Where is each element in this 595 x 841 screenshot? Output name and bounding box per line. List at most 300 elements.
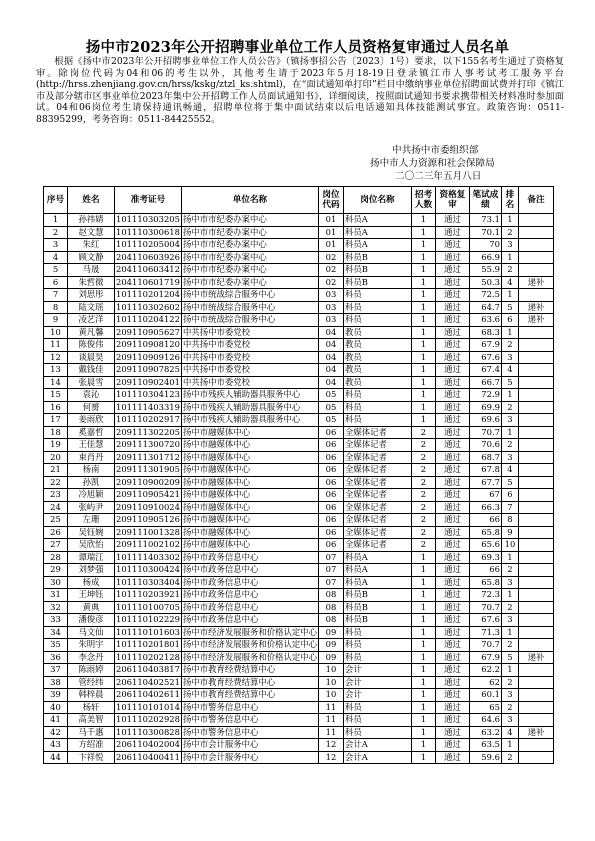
cell-score: 69.6 xyxy=(469,414,501,427)
cell-rank: 2 xyxy=(501,264,518,277)
cell-post-name: 全媒体记者 xyxy=(343,501,411,514)
cell-post-code: 01 xyxy=(318,239,343,252)
cell-quota: 1 xyxy=(411,739,435,752)
cell-index: 10 xyxy=(44,326,68,339)
cell-unit: 中共扬中市委党校 xyxy=(181,351,318,364)
cell-rank: 5 xyxy=(501,476,518,489)
table-row xyxy=(44,576,554,589)
cell-post-code: 07 xyxy=(318,576,343,589)
table-row xyxy=(44,426,554,439)
cell-post-name: 科员 xyxy=(343,401,411,414)
cell-rank: 4 xyxy=(501,726,518,739)
signature-org-1: 中共扬中市委组织部 xyxy=(392,145,479,156)
cell-ticket-id: 101110201801 xyxy=(116,639,180,650)
cell-score: 64.6 xyxy=(469,714,501,727)
cell-score: 62.2 xyxy=(469,664,501,677)
cell-quota: 1 xyxy=(411,614,435,627)
cell-quota: 1 xyxy=(411,664,435,677)
cell-remark xyxy=(518,326,553,339)
table-row xyxy=(44,464,554,477)
cell-post-name: 教员 xyxy=(343,339,411,352)
cell-post-name: 科员 xyxy=(343,301,411,314)
cell-remark xyxy=(518,464,553,477)
table-row xyxy=(44,489,554,502)
cell-post-code: 07 xyxy=(318,564,343,577)
table-row xyxy=(44,414,554,427)
cell-remark xyxy=(518,501,553,514)
table-row xyxy=(44,601,554,614)
cell-name: 孙祎婧 xyxy=(68,214,115,227)
table-row xyxy=(44,626,554,639)
cell-unit: 中共扬中市委党校 xyxy=(181,364,318,377)
cell-index: 5 xyxy=(44,264,68,277)
cell-rank: 2 xyxy=(501,751,518,764)
cell-index: 29 xyxy=(44,564,68,577)
cell-ticket-id: 101110202928 xyxy=(116,714,180,725)
cell-remark xyxy=(518,414,553,427)
cell-index: 14 xyxy=(44,376,68,389)
cell-name: 朱红 xyxy=(68,239,115,252)
cell-index: 15 xyxy=(44,389,68,402)
cell-review: 通过 xyxy=(435,726,469,739)
cell-quota: 1 xyxy=(411,389,435,402)
cell-name: 张屿尹 xyxy=(68,501,115,514)
cell-rank: 3 xyxy=(501,614,518,627)
header-col-score: 笔试成绩 xyxy=(469,187,501,214)
cell-quota: 1 xyxy=(411,364,435,377)
cell-score: 66.9 xyxy=(469,251,501,264)
cell-name: 卞祥悦 xyxy=(68,751,115,764)
cell-name: 黄典 xyxy=(68,601,115,614)
table-row xyxy=(44,276,554,289)
cell-remark xyxy=(518,689,553,702)
table-row xyxy=(44,639,554,652)
cell-remark xyxy=(518,576,553,589)
cell-post-code: 04 xyxy=(318,339,343,352)
table-row xyxy=(44,689,554,702)
cell-review: 通过 xyxy=(435,251,469,264)
cell-rank: 1 xyxy=(501,289,518,302)
cell-ticket-id: 101110303205 xyxy=(116,214,180,225)
cell-ticket-id: 101110300618 xyxy=(116,226,180,237)
cell-name: 方绍准 xyxy=(68,739,115,752)
table-row xyxy=(44,751,554,764)
cell-post-name: 科员 xyxy=(343,726,411,739)
cell-review: 通过 xyxy=(435,526,469,539)
table-row xyxy=(44,701,554,714)
cell-score: 72.3 xyxy=(469,589,501,602)
cell-index: 19 xyxy=(44,439,68,452)
cell-rank: 2 xyxy=(501,564,518,577)
cell-ticket-id: 101110303404 xyxy=(116,576,180,587)
cell-ticket-id: 209110908120 xyxy=(116,339,180,350)
cell-quota: 2 xyxy=(411,464,435,477)
cell-rank: 1 xyxy=(501,326,518,339)
table-row xyxy=(44,251,554,264)
cell-quota: 2 xyxy=(411,439,435,452)
cell-rank: 2 xyxy=(501,676,518,689)
cell-post-code: 06 xyxy=(318,451,343,464)
cell-rank: 2 xyxy=(501,601,518,614)
cell-index: 16 xyxy=(44,401,68,414)
cell-name: 杨南 xyxy=(68,464,115,477)
cell-remark xyxy=(518,739,553,752)
cell-index: 17 xyxy=(44,414,68,427)
cell-review: 通过 xyxy=(435,676,469,689)
cell-ticket-id: 101110204122 xyxy=(116,314,180,325)
cell-score: 63.5 xyxy=(469,739,501,752)
cell-name: 刘思彤 xyxy=(68,289,115,302)
cell-review: 通过 xyxy=(435,601,469,614)
cell-ticket-id: 209110905421 xyxy=(116,489,180,500)
cell-rank: 2 xyxy=(501,639,518,652)
cell-rank: 3 xyxy=(501,714,518,727)
cell-review: 通过 xyxy=(435,439,469,452)
cell-score: 70.7 xyxy=(469,601,501,614)
cell-remark xyxy=(518,539,553,552)
table-row xyxy=(44,714,554,727)
table-row xyxy=(44,301,554,314)
cell-post-code: 10 xyxy=(318,689,343,702)
cell-index: 20 xyxy=(44,451,68,464)
cell-score: 67.9 xyxy=(469,339,501,352)
cell-quota: 1 xyxy=(411,326,435,339)
cell-index: 37 xyxy=(44,664,68,677)
cell-ticket-id: 209110902401 xyxy=(116,376,180,387)
cell-post-name: 会计 xyxy=(343,689,411,702)
cell-rank: 3 xyxy=(501,576,518,589)
cell-index: 44 xyxy=(44,751,68,764)
cell-post-name: 科员 xyxy=(343,639,411,652)
cell-score: 66.7 xyxy=(469,376,501,389)
cell-post-code: 02 xyxy=(318,251,343,264)
cell-name: 陈雨婷 xyxy=(68,664,115,677)
table-row xyxy=(44,476,554,489)
cell-index: 32 xyxy=(44,601,68,614)
cell-ticket-id: 206110402004 xyxy=(116,739,180,750)
cell-ticket-id: 209111301712 xyxy=(116,451,180,462)
cell-score: 55.9 xyxy=(469,264,501,277)
cell-remark xyxy=(518,364,553,377)
cell-post-name: 会计 xyxy=(343,664,411,677)
cell-post-name: 科员A xyxy=(343,239,411,252)
cell-name: 马千惠 xyxy=(68,726,115,739)
cell-unit: 中共扬中市委党校 xyxy=(181,326,318,339)
cell-ticket-id: 204110603412 xyxy=(116,264,180,275)
cell-post-code: 07 xyxy=(318,551,343,564)
cell-rank: 4 xyxy=(501,464,518,477)
cell-review: 通过 xyxy=(435,289,469,302)
cell-post-name: 科员 xyxy=(343,414,411,427)
cell-rank: 7 xyxy=(501,501,518,514)
table-row xyxy=(44,664,554,677)
cell-remark xyxy=(518,664,553,677)
cell-post-code: 06 xyxy=(318,501,343,514)
signature-date: 二〇二三年五月八日 xyxy=(395,171,482,182)
cell-quota: 1 xyxy=(411,214,435,227)
cell-index: 30 xyxy=(44,576,68,589)
cell-score: 64.7 xyxy=(469,301,501,314)
cell-index: 8 xyxy=(44,301,68,314)
cell-unit: 扬中市会计服务中心 xyxy=(181,751,318,764)
cell-ticket-id: 209110905627 xyxy=(116,326,180,337)
table-row xyxy=(44,726,554,739)
cell-unit: 扬中市政务信息中心 xyxy=(181,564,318,577)
cell-review: 通过 xyxy=(435,326,469,339)
cell-index: 35 xyxy=(44,639,68,652)
cell-quota: 1 xyxy=(411,239,435,252)
table-row xyxy=(44,551,554,564)
cell-review: 通过 xyxy=(435,401,469,414)
cell-review: 通过 xyxy=(435,739,469,752)
cell-unit: 扬中市残疾人辅助器具服务中心 xyxy=(181,414,318,427)
cell-ticket-id: 101110300828 xyxy=(116,726,180,737)
cell-review: 通过 xyxy=(435,339,469,352)
cell-ticket-id: 101110101603 xyxy=(116,626,180,637)
cell-remark: 递补 xyxy=(518,314,553,327)
cell-post-code: 12 xyxy=(318,751,343,764)
cell-rank: 1 xyxy=(501,251,518,264)
cell-quota: 1 xyxy=(411,276,435,289)
cell-index: 1 xyxy=(44,214,68,227)
cell-post-name: 科员A xyxy=(343,226,411,239)
cell-quota: 2 xyxy=(411,476,435,489)
cell-post-name: 科员A xyxy=(343,214,411,227)
cell-rank: 8 xyxy=(501,514,518,527)
cell-remark xyxy=(518,439,553,452)
page-title: 扬中市2023年公开招聘事业单位工作人员资格复审通过人员名单 xyxy=(85,39,510,56)
cell-index: 25 xyxy=(44,514,68,527)
cell-post-name: 科员 xyxy=(343,714,411,727)
cell-remark xyxy=(518,264,553,277)
cell-score: 70.7 xyxy=(469,639,501,652)
cell-rank: 5 xyxy=(501,301,518,314)
cell-name: 马文仙 xyxy=(68,626,115,639)
cell-unit: 扬中市市纪委办案中心 xyxy=(181,226,318,239)
cell-post-name: 科员A xyxy=(343,564,411,577)
cell-post-name: 教员 xyxy=(343,376,411,389)
cell-review: 通过 xyxy=(435,501,469,514)
table-row xyxy=(44,264,554,277)
cell-ticket-id: 209110910024 xyxy=(116,501,180,512)
cell-index: 12 xyxy=(44,351,68,364)
table-row xyxy=(44,501,554,514)
cell-remark xyxy=(518,614,553,627)
cell-index: 23 xyxy=(44,489,68,502)
table-row xyxy=(44,739,554,752)
cell-post-code: 03 xyxy=(318,314,343,327)
cell-post-code: 09 xyxy=(318,639,343,652)
table-row xyxy=(44,439,554,452)
table-row xyxy=(44,651,554,664)
cell-remark xyxy=(518,351,553,364)
cell-name: 吴钰婉 xyxy=(68,526,115,539)
cell-quota: 1 xyxy=(411,714,435,727)
cell-quota: 1 xyxy=(411,589,435,602)
table-row xyxy=(44,289,554,302)
cell-post-code: 06 xyxy=(318,489,343,502)
table-row xyxy=(44,614,554,627)
cell-quota: 2 xyxy=(411,539,435,552)
cell-review: 通过 xyxy=(435,564,469,577)
cell-quota: 1 xyxy=(411,414,435,427)
cell-unit: 扬中市统战综合服务中心 xyxy=(181,289,318,302)
cell-rank: 1 xyxy=(501,739,518,752)
cell-review: 通过 xyxy=(435,276,469,289)
table-row xyxy=(44,451,554,464)
cell-quota: 1 xyxy=(411,376,435,389)
intro-paragraph xyxy=(36,56,564,126)
cell-unit: 扬中市统战综合服务中心 xyxy=(181,301,318,314)
cell-quota: 2 xyxy=(411,526,435,539)
cell-post-name: 科员 xyxy=(343,651,411,664)
cell-review: 通过 xyxy=(435,514,469,527)
cell-post-code: 11 xyxy=(318,726,343,739)
cell-quota: 1 xyxy=(411,339,435,352)
cell-review: 通过 xyxy=(435,451,469,464)
header-col-post-code: 岗位代码 xyxy=(318,187,343,214)
cell-index: 41 xyxy=(44,714,68,727)
cell-post-code: 06 xyxy=(318,476,343,489)
table-row xyxy=(44,389,554,402)
cell-review: 通过 xyxy=(435,214,469,227)
cell-post-code: 04 xyxy=(318,326,343,339)
cell-ticket-id: 101110201204 xyxy=(116,289,180,300)
table-row xyxy=(44,239,554,252)
cell-unit: 扬中市融媒体中心 xyxy=(181,514,318,527)
results-table xyxy=(43,186,554,764)
cell-ticket-id: 206110400411 xyxy=(116,751,180,762)
cell-post-name: 科员B xyxy=(343,601,411,614)
cell-post-code: 02 xyxy=(318,264,343,277)
cell-quota: 2 xyxy=(411,451,435,464)
cell-quota: 1 xyxy=(411,676,435,689)
cell-remark xyxy=(518,476,553,489)
cell-name: 凌艺洋 xyxy=(68,314,115,327)
cell-index: 33 xyxy=(44,614,68,627)
cell-name: 何赟 xyxy=(68,401,115,414)
cell-unit: 扬中市市纪委办案中心 xyxy=(181,214,318,227)
header-col-post-name: 岗位名称 xyxy=(343,187,411,214)
cell-ticket-id: 101110203921 xyxy=(116,589,180,600)
cell-name: 袁沁 xyxy=(68,389,115,402)
cell-remark xyxy=(518,626,553,639)
cell-rank: 1 xyxy=(501,589,518,602)
cell-index: 26 xyxy=(44,526,68,539)
cell-score: 70 xyxy=(469,239,501,252)
cell-remark xyxy=(518,639,553,652)
cell-rank: 5 xyxy=(501,651,518,664)
cell-review: 通过 xyxy=(435,464,469,477)
cell-ticket-id: 209111002102 xyxy=(116,539,180,550)
cell-index: 36 xyxy=(44,651,68,664)
cell-score: 65 xyxy=(469,701,501,714)
cell-quota: 1 xyxy=(411,564,435,577)
cell-score: 65.8 xyxy=(469,526,501,539)
cell-remark xyxy=(518,289,553,302)
cell-score: 65.6 xyxy=(469,539,501,552)
cell-post-name: 科员B xyxy=(343,264,411,277)
cell-post-code: 06 xyxy=(318,539,343,552)
table-body xyxy=(44,214,554,764)
cell-remark xyxy=(518,676,553,689)
cell-name: 姜雨欣 xyxy=(68,414,115,427)
table-row xyxy=(44,339,554,352)
cell-unit: 扬中市经济发展服务和价格认定中心 xyxy=(182,626,317,637)
cell-name: 黄凡馨 xyxy=(68,326,115,339)
table-row xyxy=(44,326,554,339)
cell-remark xyxy=(518,376,553,389)
cell-score: 68.3 xyxy=(469,326,501,339)
cell-score: 63.6 xyxy=(469,314,501,327)
cell-unit: 扬中市教育经费结算中心 xyxy=(181,676,318,689)
cell-score: 67 xyxy=(469,489,501,502)
cell-post-code: 04 xyxy=(318,351,343,364)
cell-remark xyxy=(518,401,553,414)
cell-unit: 扬中市残疾人辅助器具服务中心 xyxy=(181,389,318,402)
cell-remark xyxy=(518,526,553,539)
cell-post-name: 全媒体记者 xyxy=(343,489,411,502)
cell-post-name: 科员 xyxy=(343,289,411,302)
cell-name: 韩梓晨 xyxy=(68,689,115,702)
cell-unit: 扬中市市纪委办案中心 xyxy=(181,276,318,289)
cell-quota: 1 xyxy=(411,401,435,414)
cell-post-name: 教员 xyxy=(343,364,411,377)
cell-unit: 扬中市融媒体中心 xyxy=(181,501,318,514)
cell-index: 42 xyxy=(44,726,68,739)
table-row xyxy=(44,539,554,552)
cell-ticket-id: 101110202917 xyxy=(116,414,180,425)
cell-ticket-id: 209111300720 xyxy=(116,439,180,450)
cell-post-name: 科员 xyxy=(343,701,411,714)
cell-score: 72.5 xyxy=(469,289,501,302)
cell-remark xyxy=(518,601,553,614)
cell-score: 69.3 xyxy=(469,551,501,564)
cell-unit: 扬中市融媒体中心 xyxy=(181,439,318,452)
cell-quota: 1 xyxy=(411,226,435,239)
cell-quota: 1 xyxy=(411,289,435,302)
cell-remark xyxy=(518,389,553,402)
cell-unit: 扬中市政务信息中心 xyxy=(181,551,318,564)
cell-score: 67.4 xyxy=(469,364,501,377)
intro-text: 根据《扬中市2023年公开招聘事业单位工作人员公告》（镇扬事招公告〔2023〕1号）要求，以下155名考生通过了资格复审。除岗位代码为04和06的考生以外，其他考生请于2023年5月18-19日登录镇江市人事考试考工服务平台(http://hrss.zhenjiang.gov.cn/hrss/kskg/ztzl_ks.shtml)，在“面试通知单打印”栏目中缴纳事业单位招聘面试费并打印《镇江市及部分辖市区事业单位2023年集中公开招聘工作人员面试通知书》，详细阅读，按照面试通知书要求携带相关材料准时参加面试。04和06岗位考生请保持通讯畅通，招聘单位将于集中面试结束以后电话通知具体技能测试事宜。政策咨询：0511-88395299，考务咨询：0511-84425552。 xyxy=(36,56,564,125)
cell-remark xyxy=(518,589,553,602)
cell-review: 通过 xyxy=(435,351,469,364)
cell-post-name: 全媒体记者 xyxy=(343,451,411,464)
cell-name: 马晟 xyxy=(68,264,115,277)
cell-quota: 1 xyxy=(411,301,435,314)
table-row xyxy=(44,364,554,377)
cell-name: 冷旭颖 xyxy=(68,489,115,502)
cell-review: 通过 xyxy=(435,651,469,664)
cell-post-code: 01 xyxy=(318,226,343,239)
cell-score: 70.7 xyxy=(469,426,501,439)
cell-post-code: 06 xyxy=(318,426,343,439)
cell-review: 通过 xyxy=(435,551,469,564)
cell-post-code: 08 xyxy=(318,589,343,602)
cell-score: 73.1 xyxy=(469,214,501,227)
cell-post-code: 10 xyxy=(318,664,343,677)
cell-post-code: 09 xyxy=(318,626,343,639)
cell-name: 顾文静 xyxy=(68,251,115,264)
header-col-remark: 备注 xyxy=(518,187,553,214)
cell-ticket-id: 101110102229 xyxy=(116,614,180,625)
cell-score: 67.6 xyxy=(469,614,501,627)
cell-index: 2 xyxy=(44,226,68,239)
cell-post-name: 全媒体记者 xyxy=(343,526,411,539)
cell-rank: 6 xyxy=(501,314,518,327)
cell-score: 69.9 xyxy=(469,401,501,414)
